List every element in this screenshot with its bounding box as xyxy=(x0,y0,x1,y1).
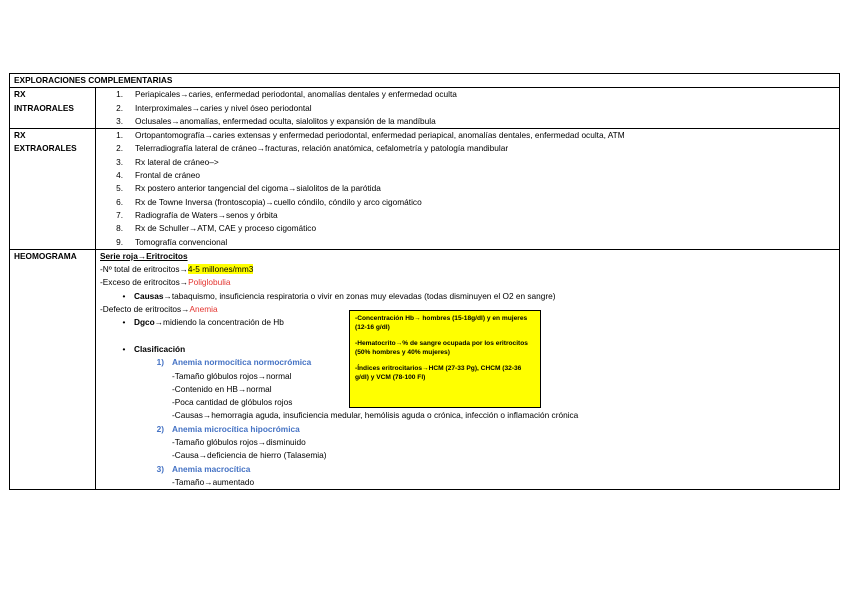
anemia-2-title xyxy=(100,423,835,436)
list-item xyxy=(100,236,835,249)
list-number: 8. xyxy=(116,223,123,234)
bullet-icon: • xyxy=(122,343,126,354)
dgco-text: →midiendo la concentración de Hb xyxy=(154,317,284,328)
anemia-2-number: 2) xyxy=(156,423,164,434)
total-eritrocitos-line xyxy=(100,263,835,276)
heomograma-label: HEOMOGRAMA xyxy=(10,249,96,489)
list-text: Rx postero anterior tangencial del cigoma→sialolitos de la parótida xyxy=(135,183,381,194)
causas-text: →tabaquismo, insuficiencia respiratoria o vivir en zonas muy elevadas (todas disminuyen el O2 en sangre) xyxy=(163,290,556,301)
anemia-1-line: -Poca cantidad de glóbulos rojos xyxy=(172,397,293,408)
anemia-1-title-text: Anemia normocítica normocrómica xyxy=(172,357,312,368)
table-header: EXPLORACIONES COMPLEMENTARIAS xyxy=(10,74,840,88)
anemia-2-line: -Causa→deficiencia de hierro (Talasemia) xyxy=(172,450,327,461)
list-item xyxy=(100,196,835,209)
list-text: Interproximales→caries y nivel óseo periodontal xyxy=(135,102,312,113)
total-eritrocitos-prefix: -Nº total de eritrocitos→ xyxy=(100,264,188,275)
anemia-1-number: 1) xyxy=(156,357,164,368)
rx-extraorales-label-line2: EXTRAORALES xyxy=(14,143,77,154)
anemia-2-title-text: Anemia microcítica hipocrómica xyxy=(172,423,300,434)
list-item xyxy=(100,142,835,155)
list-item xyxy=(100,115,835,128)
list-text: Radiografía de Waters→senos y órbita xyxy=(135,209,278,220)
poliglobulia-term: Poliglobulia xyxy=(188,277,231,288)
rx-intraorales-row xyxy=(10,88,840,129)
rx-intraorales-content xyxy=(96,88,840,129)
hemograma-values-callout xyxy=(349,310,541,408)
list-number: 1. xyxy=(116,89,123,100)
rx-extraorales-label xyxy=(10,129,96,250)
rx-extraorales-row xyxy=(10,129,840,250)
callout-indices: -Índices eritrocitarios→HCM (27-33 Pg), CHCM (32-36 g/dl) y VCM (78-100 Fl) xyxy=(355,364,522,382)
serie-roja-title xyxy=(100,250,835,263)
anemia-2-line: -Tamaño glóbulos rojos→disminuido xyxy=(172,437,306,448)
list-text: Ortopantomografía→caries extensas y enfermedad periodontal, enfermedad periapical, anomalías dentales, enfermedad oculta, ATM xyxy=(135,130,625,141)
rx-intraorales-label-line1: RX xyxy=(14,89,26,100)
total-eritrocitos-value: 4-5 millones/mm3 xyxy=(187,264,254,275)
clasificacion-label: Clasificación xyxy=(134,343,186,354)
anemia-1-line: -Causas→hemorragia aguda, insuficiencia medular, hemólisis aguda o crónica, infección o inflamación crónica xyxy=(172,410,579,421)
header-row xyxy=(10,74,840,88)
causas-line xyxy=(100,290,835,303)
defecto-prefix: -Defecto de eritrocitos→ xyxy=(100,304,190,315)
list-text: Rx de Towne Inversa (frontoscopia)→cuello cóndilo, cóndilo y arco cigomático xyxy=(135,196,422,207)
list-text: Tomografía convencional xyxy=(135,236,228,247)
list-item xyxy=(100,182,835,195)
list-number: 6. xyxy=(116,196,123,207)
list-item xyxy=(100,209,835,222)
list-text: Rx de Schuller→ATM, CAE y proceso cigomático xyxy=(135,223,317,234)
list-item xyxy=(100,88,835,101)
list-item xyxy=(100,169,835,182)
exceso-line xyxy=(100,276,835,289)
list-text: Rx lateral de cráneo–> xyxy=(135,156,219,167)
anemia-3-title xyxy=(100,463,835,476)
list-number: 1. xyxy=(116,130,123,141)
anemia-3-number: 3) xyxy=(156,463,164,474)
list-text: Periapicales→caries, enfermedad periodontal, anomalías dentales y enfermedad oculta xyxy=(135,89,457,100)
list-text: Frontal de cráneo xyxy=(135,170,201,181)
list-item xyxy=(100,102,835,115)
callout-hb: -Concentración Hb→ hombres (15-18g/dl) y en mujeres (12-16 g/dl) xyxy=(355,315,528,332)
list-number: 2. xyxy=(116,102,123,113)
anemia-1-line: -Contenido en HB→normal xyxy=(172,383,272,394)
list-number: 7. xyxy=(116,209,123,220)
list-item xyxy=(100,129,835,142)
list-text: Oclusales→anomalías, enfermedad oculta, sialolitos y expansión de la mandíbula xyxy=(135,115,436,126)
exceso-prefix: -Exceso de eritrocitos→ xyxy=(100,277,189,288)
callout-hematocrito: -Hematocrito→% de sangre ocupada por los eritrocitos (50% hombres y 40% mujeres) xyxy=(355,339,528,357)
bullet-icon: • xyxy=(122,290,126,301)
rx-intraorales-label-line2: INTRAORALES xyxy=(14,102,74,113)
list-number: 4. xyxy=(116,170,123,181)
list-number: 9. xyxy=(116,236,123,247)
list-number: 3. xyxy=(116,156,123,167)
anemia-1-line: -Tamaño glóbulos rojos→normal xyxy=(172,370,292,381)
list-item xyxy=(100,156,835,169)
causas-label: Causas xyxy=(134,290,164,301)
list-number: 2. xyxy=(116,143,123,154)
serie-roja-title-text: Serie roja→Eritrocitos xyxy=(100,250,188,261)
anemia-term: Anemia xyxy=(189,304,218,315)
rx-extraorales-content xyxy=(96,129,840,250)
rx-extraorales-label-line1: RX xyxy=(14,130,26,141)
list-text: Telerradiografía lateral de cráneo→fracturas, relación anatómica, cefalometría y patología mandibular xyxy=(135,143,509,154)
list-number: 3. xyxy=(116,115,123,126)
bullet-icon: • xyxy=(122,317,126,328)
list-number: 5. xyxy=(116,183,123,194)
dgco-label: Dgco xyxy=(134,317,155,328)
anemia-3-line: -Tamaño→aumentado xyxy=(172,476,255,487)
anemia-3-title-text: Anemia macrocítica xyxy=(172,463,251,474)
rx-intraorales-label xyxy=(10,88,96,129)
list-item xyxy=(100,222,835,235)
exploraciones-table xyxy=(9,73,840,490)
